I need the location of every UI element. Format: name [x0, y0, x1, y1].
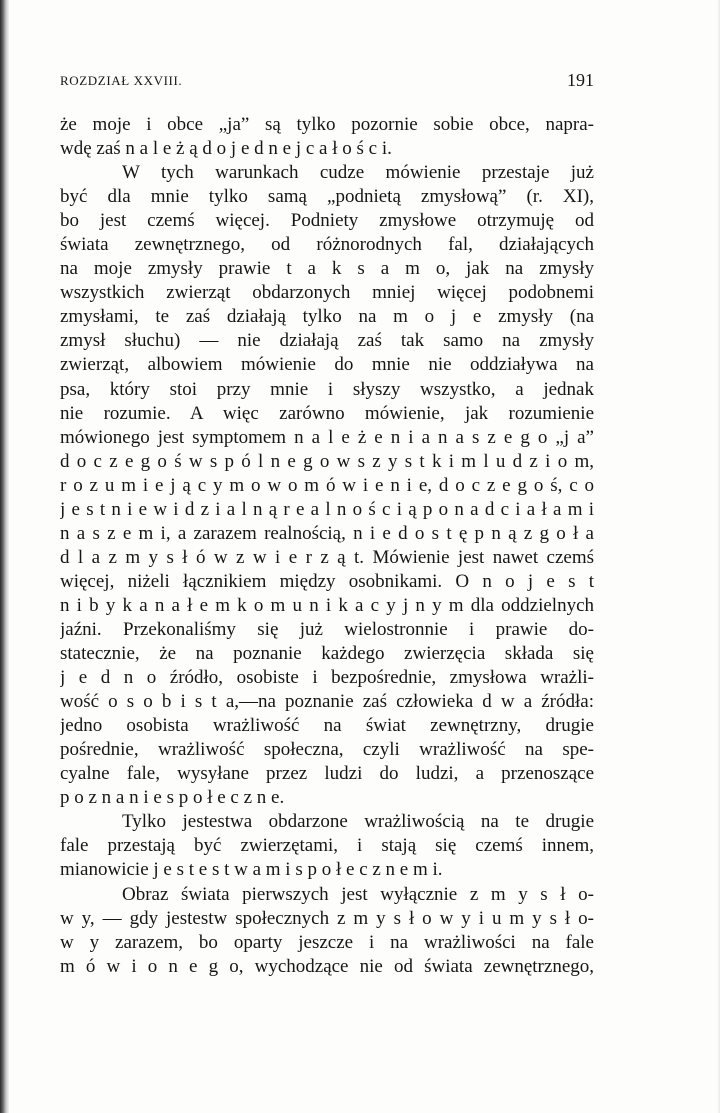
text-line: bo jest czemś więcej. Podniety zmysłowe otrzymuję od	[60, 210, 594, 232]
page-header	[60, 70, 594, 90]
text-line: mówionego jest symptomem n a l e ż e n i a n a s z e g o „j a”	[60, 426, 594, 448]
text-line: mianowicie j e s t e s t w a m i s p o ł e c z n e m i.	[60, 859, 443, 881]
text-line: j e s t n i e w i d z i a l n ą r e a l n o ś c i ą p o n a d c i a ł a m i	[60, 498, 594, 520]
text-line: W tych warunkach cudze mówienie przestaje już	[122, 162, 594, 184]
book-spine-shadow	[0, 0, 9, 1113]
text-line: jaźni. Przekonaliśmy się już wielostronnie i prawie do-	[60, 618, 594, 640]
text-line: wość o s o b i s t a,—na poznanie zaś człowieka d w a źródła:	[60, 691, 594, 713]
text-line: pośrednie, wrażliwość społeczna, czyli wrażliwość na spe-	[60, 739, 594, 761]
text-line: zwierząt, albowiem mówienie do mnie nie oddziaływa na	[60, 354, 594, 376]
text-line: fale przestają być zwierzętami, i stają się czemś innem,	[60, 835, 594, 857]
text-line: d o c z e g o ś w s p ó l n e g o w s z y s t k i m l u d z i o m,	[60, 450, 594, 472]
text-line: d l a z m y s ł ó w z w i e r z ą t. Mówienie jest nawet czemś	[60, 546, 594, 568]
text-line: j e d n o źródło, osobiste i bezpośrednie, zmysłowa wrażli-	[60, 667, 594, 689]
text-line: cyalne fale, wysyłane przez ludzi do ludzi, a przenoszące	[60, 763, 594, 785]
text-line: jedno osobista wrażliwość na świat zewnętrzny, drugie	[60, 715, 594, 737]
page-number: 191	[567, 70, 594, 90]
text-line: Tylko jestestwa obdarzone wrażliwością na te drugie	[122, 811, 594, 833]
text-line: zmysłami, te zaś działają tylko na m o j e zmysły (na	[60, 306, 594, 328]
text-line: być dla mnie tylko samą „podnietą zmysłową” (r. XI),	[60, 186, 594, 208]
text-line: wdę zaś n a l e ż ą d o j e d n e j c a ł o ś c i.	[60, 138, 392, 160]
text-line: na moje zmysły prawie t a k s a m o, jak na zmysły	[60, 258, 594, 280]
text-line: w y, — gdy jestestw społecznych z m y s ł o w y i u m y s ł o-	[60, 907, 594, 929]
text-line: psa, który stoi przy mnie i słyszy wszystko, a jednak	[60, 378, 594, 400]
body-text	[60, 113, 594, 979]
text-line: statecznie, że na poznanie każdego zwierzęcia składa się	[60, 643, 594, 665]
text-line: więcej, niżeli łącznikiem między osobnikami. O n o j e s t	[60, 570, 594, 592]
text-line: świata zewnętrznego, od różnorodnych fal, działających	[60, 234, 594, 256]
text-line: r o z u m i e j ą c y m o w o m ó w i e n i e, d o c z e g o ś, c o	[60, 474, 594, 496]
text-line: Obraz świata pierwszych jest wyłącznie z m y s ł o-	[122, 883, 594, 905]
text-line: n i b y k a n a ł e m k o m u n i k a c y j n y m dla oddzielnych	[60, 594, 594, 616]
text-line: w y zarazem, bo oparty jeszcze i na wrażliwości na fale	[60, 931, 594, 953]
text-line: nie rozumie. A więc zarówno mówienie, jak rozumienie	[60, 402, 594, 424]
text-line: zmysł słuchu) — nie działają zaś tak samo na zmysły	[60, 330, 594, 352]
text-line: p o z n a n i e s p o ł e c z n e.	[60, 787, 285, 809]
text-line: n a s z e m i, a zarazem realnością, n i e d o s t ę p n ą z g o ł a	[60, 522, 594, 544]
running-head: ROZDZIAŁ XXVIII.	[60, 73, 183, 88]
text-line: że moje i obce „ja” są tylko pozornie sobie obce, napra-	[60, 114, 594, 135]
text-line: wszystkich zwierząt obdarzonych mniej więcej podobnemi	[60, 282, 594, 304]
text-line: m ó w i o n e g o, wychodzące nie od świata zewnętrznego,	[60, 955, 594, 977]
